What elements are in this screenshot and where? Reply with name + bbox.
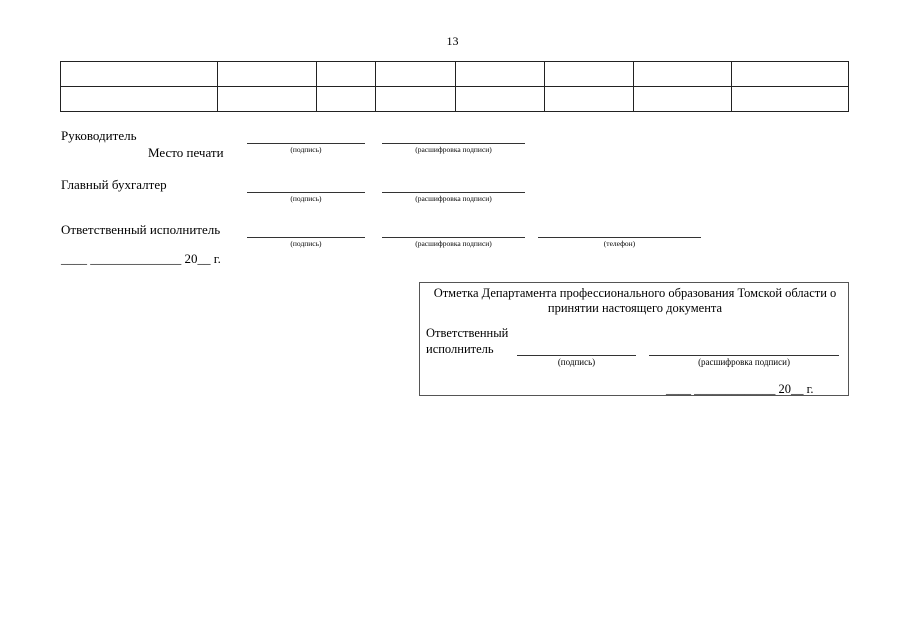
- head-signature-line: [247, 143, 365, 144]
- accountant-decoding-caption: (расшифровка подписи): [415, 194, 492, 203]
- head-signature-caption: (подпись): [290, 145, 322, 154]
- table-cell: [376, 87, 456, 112]
- chief-accountant-label: Главный бухгалтер: [61, 177, 167, 192]
- dept-decoding-line: [649, 355, 839, 356]
- head-decoding-line: [382, 143, 525, 144]
- table-row: [61, 62, 849, 87]
- table-cell: [545, 62, 634, 87]
- head-label: Руководитель: [61, 128, 137, 143]
- executor-decoding-caption: (расшифровка подписи): [415, 239, 492, 248]
- dept-decoding-caption: (расшифровка подписи): [698, 357, 790, 367]
- department-mark-box: [419, 282, 849, 396]
- table-cell: [732, 87, 849, 112]
- executor-label: Ответственный исполнитель: [61, 222, 221, 237]
- accountant-signature-caption: (подпись): [290, 194, 322, 203]
- table-cell: [218, 62, 317, 87]
- executor-decoding-line: [382, 237, 525, 238]
- dept-signature-line: [517, 355, 636, 356]
- executor-signature-line: [247, 237, 365, 238]
- table-row: [61, 87, 849, 112]
- table-cell: [317, 62, 376, 87]
- accountant-signature-line: [247, 192, 365, 193]
- table-cell: [634, 62, 732, 87]
- department-mark-title-line1: Отметка Департамента профессионального образования Томской области о: [433, 286, 837, 300]
- executor-phone-caption: (телефон): [603, 239, 636, 248]
- table-cell: [61, 62, 218, 87]
- department-mark-title-line2: принятии настоящего документа: [547, 301, 723, 315]
- date-line: ____ ______________ 20__ г.: [61, 251, 221, 266]
- department-mark-title: [420, 286, 850, 316]
- table-cell: [545, 87, 634, 112]
- head-decoding-caption: (расшифровка подписи): [415, 145, 492, 154]
- page-number: 13: [446, 34, 459, 48]
- table-cell: [732, 62, 849, 87]
- table-cell: [456, 62, 545, 87]
- executor-signature-caption: (подпись): [290, 239, 322, 248]
- table-cell: [61, 87, 218, 112]
- table-cell: [456, 87, 545, 112]
- dept-executor-label-line1: Ответственный: [426, 326, 509, 340]
- table-cell: [634, 87, 732, 112]
- accountant-decoding-line: [382, 192, 525, 193]
- executor-phone-line: [538, 237, 701, 238]
- table-cell: [376, 62, 456, 87]
- dept-date-line: ____ _____________ 20__ г.: [666, 382, 814, 396]
- seal-label: Место печати: [148, 145, 224, 160]
- data-table: [60, 61, 849, 112]
- table-cell: [218, 87, 317, 112]
- dept-signature-caption: (подпись): [557, 357, 596, 367]
- table-cell: [317, 87, 376, 112]
- dept-executor-label-line2: исполнитель: [426, 342, 494, 356]
